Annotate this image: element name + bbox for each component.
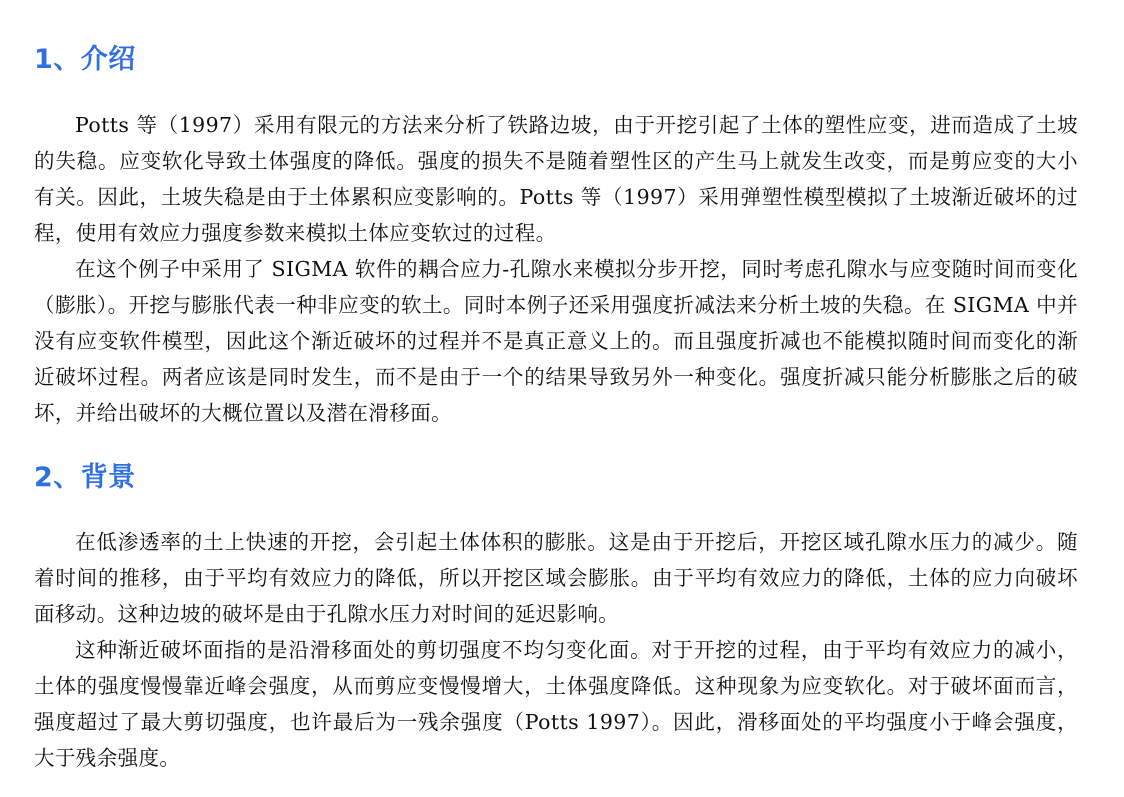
section-body-background [34,524,1078,776]
paragraph: 在低渗透率的土上快速的开挖，会引起土体体积的膨胀。这是由于开挖后，开挖区域孔隙水压力的减少。随着时间的推移，由于平均有效应力的降低，所以开挖区域会膨胀。由于平均有效应力的降低，土体的应力向破坏面移动。这种边坡的破坏是由于孔隙水压力对时间的延迟影响。 [34,530,1078,626]
section-heading-introduction: 1、介绍 [34,44,136,75]
paragraph: 这种渐近破坏面指的是沿滑移面处的剪切强度不均匀变化面。对于开挖的过程，由于平均有效应力的减小，土体的强度慢慢靠近峰会强度，从而剪应变慢慢增大，土体强度降低。这种现象为应变软化。对于破坏面而言，强度超过了最大剪切强度，也许最后为一残余强度（Potts 1997）。因此，滑移面处的平均强度小于峰会强度，大于残余强度。 [34,638,1078,770]
paragraph: 在这个例子中采用了 SIGMA 软件的耦合应力-孔隙水来模拟分步开挖，同时考虑孔隙水与应变随时间而变化（膨胀）。开挖与膨胀代表一种非应变的软土。同时本例子还采用强度折减法来分析土坡的失稳。在 SIGMA 中并没有应变软件模型，因此这个渐近破坏的过程并不是真正意义上的。而且强度折减也不能模拟随时间而变化的渐近破坏过程。两者应该是同时发生，而不是由于一个的结果导致另外一种变化。强度折减只能分析膨胀之后的破坏，并给出破坏的大概位置以及潜在滑移面。 [34,257,1078,425]
section-heading-background: 2、背景 [34,462,136,493]
paragraph: Potts 等（1997）采用有限元的方法来分析了铁路边坡，由于开挖引起了土体的塑性应变，进而造成了土坡的失稳。应变软化导致土体强度的降低。强度的损失不是随着塑性区的产生马上就发生改变，而是剪应变的大小有关。因此，土坡失稳是由于土体累积应变影响的。Potts 等（1997）采用弹塑性模型模拟了土坡渐近破坏的过程，使用有效应力强度参数来模拟土体应变软过的过程。 [34,113,1078,245]
section-body-introduction [34,107,1078,431]
